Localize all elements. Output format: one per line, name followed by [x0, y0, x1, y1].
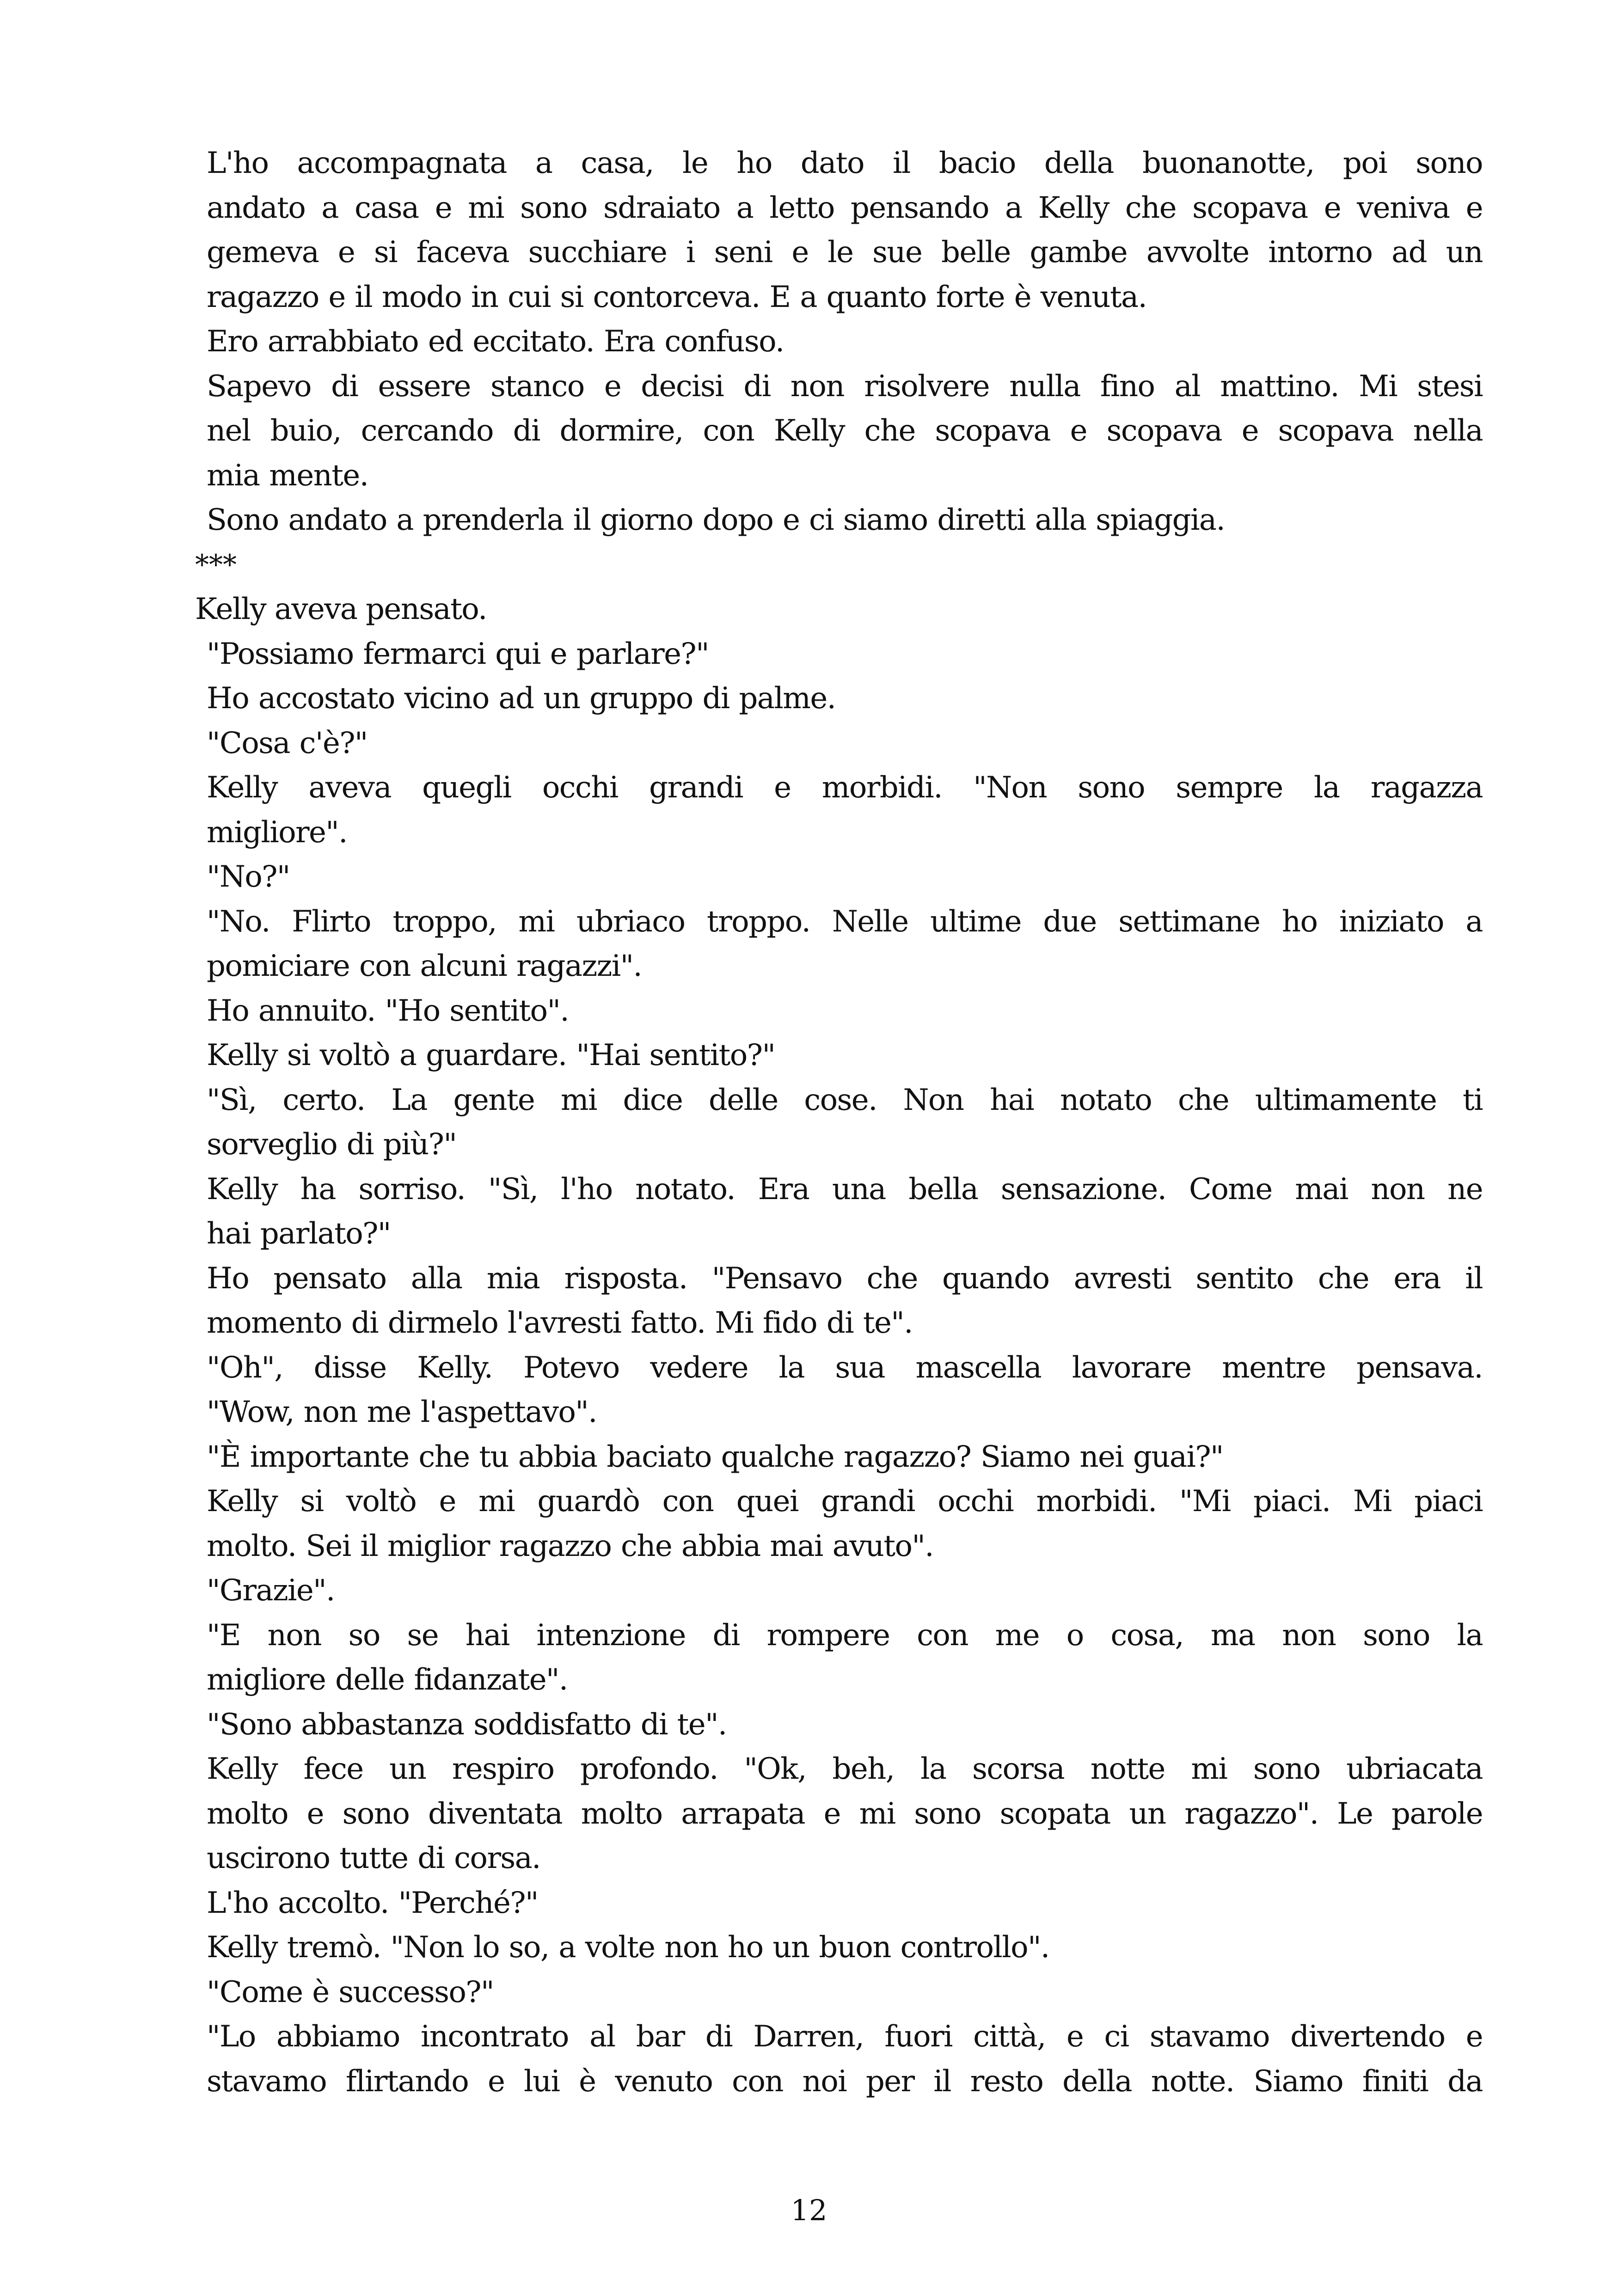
text-line: "Sì, certo. La gente mi dice delle cose. Non hai notato che ultimamente ti — [207, 1083, 1483, 1117]
text-line: Sono andato a prenderla il giorno dopo e ci siamo diretti alla spiaggia. — [207, 503, 1225, 537]
text-line: "Sono abbastanza soddisfatto di te". — [207, 1707, 727, 1742]
body-text — [140, 141, 1483, 2104]
text-line: uscirono tutte di corsa. — [207, 1841, 540, 1875]
text-line: "E non so se hai intenzione di rompere con me o cosa, ma non sono la — [207, 1618, 1483, 1653]
text-line: L'ho accompagnata a casa, le ho dato il bacio della buonanotte, poi sono — [207, 146, 1483, 180]
text-line: L'ho accolto. "Perché?" — [207, 1886, 538, 1920]
text-line: "Grazie". — [207, 1574, 335, 1608]
text-line: "Wow, non me l'aspettavo". — [207, 1395, 597, 1429]
paragraph — [140, 989, 1483, 1034]
paragraph — [140, 1925, 1483, 1970]
paragraph — [140, 1256, 1483, 1346]
paragraph — [140, 676, 1483, 721]
paragraph — [140, 1970, 1483, 2015]
paragraph — [140, 2014, 1483, 2104]
text-line: Kelly tremò. "Non lo so, a volte non ho un buon controllo". — [207, 1930, 1049, 1965]
text-line: "È importante che tu abbia baciato qualche ragazzo? Siamo nei guai?" — [207, 1439, 1223, 1474]
paragraph — [140, 900, 1483, 989]
text-line: "Lo abbiamo incontrato al bar di Darren, fuori città, e ci stavamo divertendo e — [207, 2020, 1483, 2054]
text-line: nel buio, cercando di dormire, con Kelly che scopava e scopava e scopava nella — [207, 414, 1483, 448]
paragraph — [140, 1747, 1483, 1881]
text-line: molto e sono diventata molto arrapata e mi sono scopata un ragazzo". Le parole — [207, 1796, 1483, 1831]
text-line: "Possiamo fermarci qui e parlare?" — [207, 637, 709, 671]
paragraph — [140, 1346, 1483, 1435]
text-line: momento di dirmelo l'avresti fatto. Mi fido di te". — [207, 1306, 913, 1340]
paragraph — [140, 1702, 1483, 1747]
text-line: Ero arrabbiato ed eccitato. Era confuso. — [207, 325, 784, 359]
text-line: "No?" — [207, 860, 290, 894]
paragraph — [140, 141, 1483, 319]
text-line: Sapevo di essere stanco e decisi di non risolvere nulla fino al mattino. Mi stesi — [207, 369, 1483, 404]
page-number: 12 — [791, 2193, 827, 2227]
text-line: sorveglio di più?" — [207, 1127, 457, 1162]
text-line: migliore". — [207, 815, 347, 850]
paragraph — [140, 765, 1483, 855]
text-line: pomiciare con alcuni ragazzi". — [207, 949, 642, 983]
paragraph — [140, 1078, 1483, 1167]
paragraph — [140, 1167, 1483, 1256]
text-line: "Oh", disse Kelly. Potevo vedere la sua mascella lavorare mentre pensava. — [207, 1350, 1483, 1385]
text-line: Ho accostato vicino ad un gruppo di palme. — [207, 681, 836, 716]
text-line: molto. Sei il miglior ragazzo che abbia mai avuto". — [207, 1529, 933, 1563]
text-line: Ho pensato alla mia risposta. "Pensavo che quando avresti sentito che era il — [207, 1261, 1483, 1296]
paragraph: Kelly aveva pensato. — [195, 592, 487, 626]
paragraph — [140, 721, 1483, 766]
paragraph — [140, 1479, 1483, 1568]
text-line: stavamo flirtando e lui è venuto con noi per il resto della notte. Siamo finiti da — [207, 2064, 1483, 2099]
text-line: "Come è successo?" — [207, 1975, 494, 2009]
paragraph — [140, 498, 1483, 543]
text-line: Kelly si voltò e mi guardò con quei grandi occhi morbidi. "Mi piaci. Mi piaci — [207, 1484, 1483, 1518]
text-line: Kelly aveva quegli occhi grandi e morbidi. "Non sono sempre la ragazza — [207, 771, 1483, 805]
text-line: "No. Flirto troppo, mi ubriaco troppo. Nelle ultime due settimane ho iniziato a — [207, 904, 1483, 939]
text-line: gemeva e si faceva succhiare i seni e le sue belle gambe avvolte intorno ad un — [207, 235, 1483, 269]
text-line: migliore delle fidanzate". — [207, 1663, 568, 1697]
text-line: "Cosa c'è?" — [207, 726, 368, 760]
paragraph — [140, 1881, 1483, 1926]
scene-separator: *** — [195, 548, 237, 581]
text-line: Kelly si voltò a guardare. "Hai sentito?" — [207, 1038, 775, 1072]
text-line: andato a casa e mi sono sdraiato a letto pensando a Kelly che scopava e veniva e — [207, 190, 1483, 225]
paragraph — [140, 1613, 1483, 1702]
text-line: mia mente. — [207, 458, 368, 493]
paragraph — [140, 1435, 1483, 1480]
paragraph — [140, 364, 1483, 498]
text-line: ragazzo e il modo in cui si contorceva. E a quanto forte è venuta. — [207, 280, 1147, 314]
paragraph — [140, 319, 1483, 364]
paragraph — [140, 1568, 1483, 1613]
paragraph — [140, 855, 1483, 900]
text-line: Kelly ha sorriso. "Sì, l'ho notato. Era una bella sensazione. Come mai non ne — [207, 1172, 1483, 1206]
paragraph — [140, 632, 1483, 677]
text-line: Ho annuito. "Ho sentito". — [207, 993, 569, 1028]
paragraph — [140, 1033, 1483, 1078]
text-line: Kelly fece un respiro profondo. "Ok, beh, la scorsa notte mi sono ubriacata — [207, 1752, 1483, 1786]
text-line: hai parlato?" — [207, 1217, 391, 1251]
